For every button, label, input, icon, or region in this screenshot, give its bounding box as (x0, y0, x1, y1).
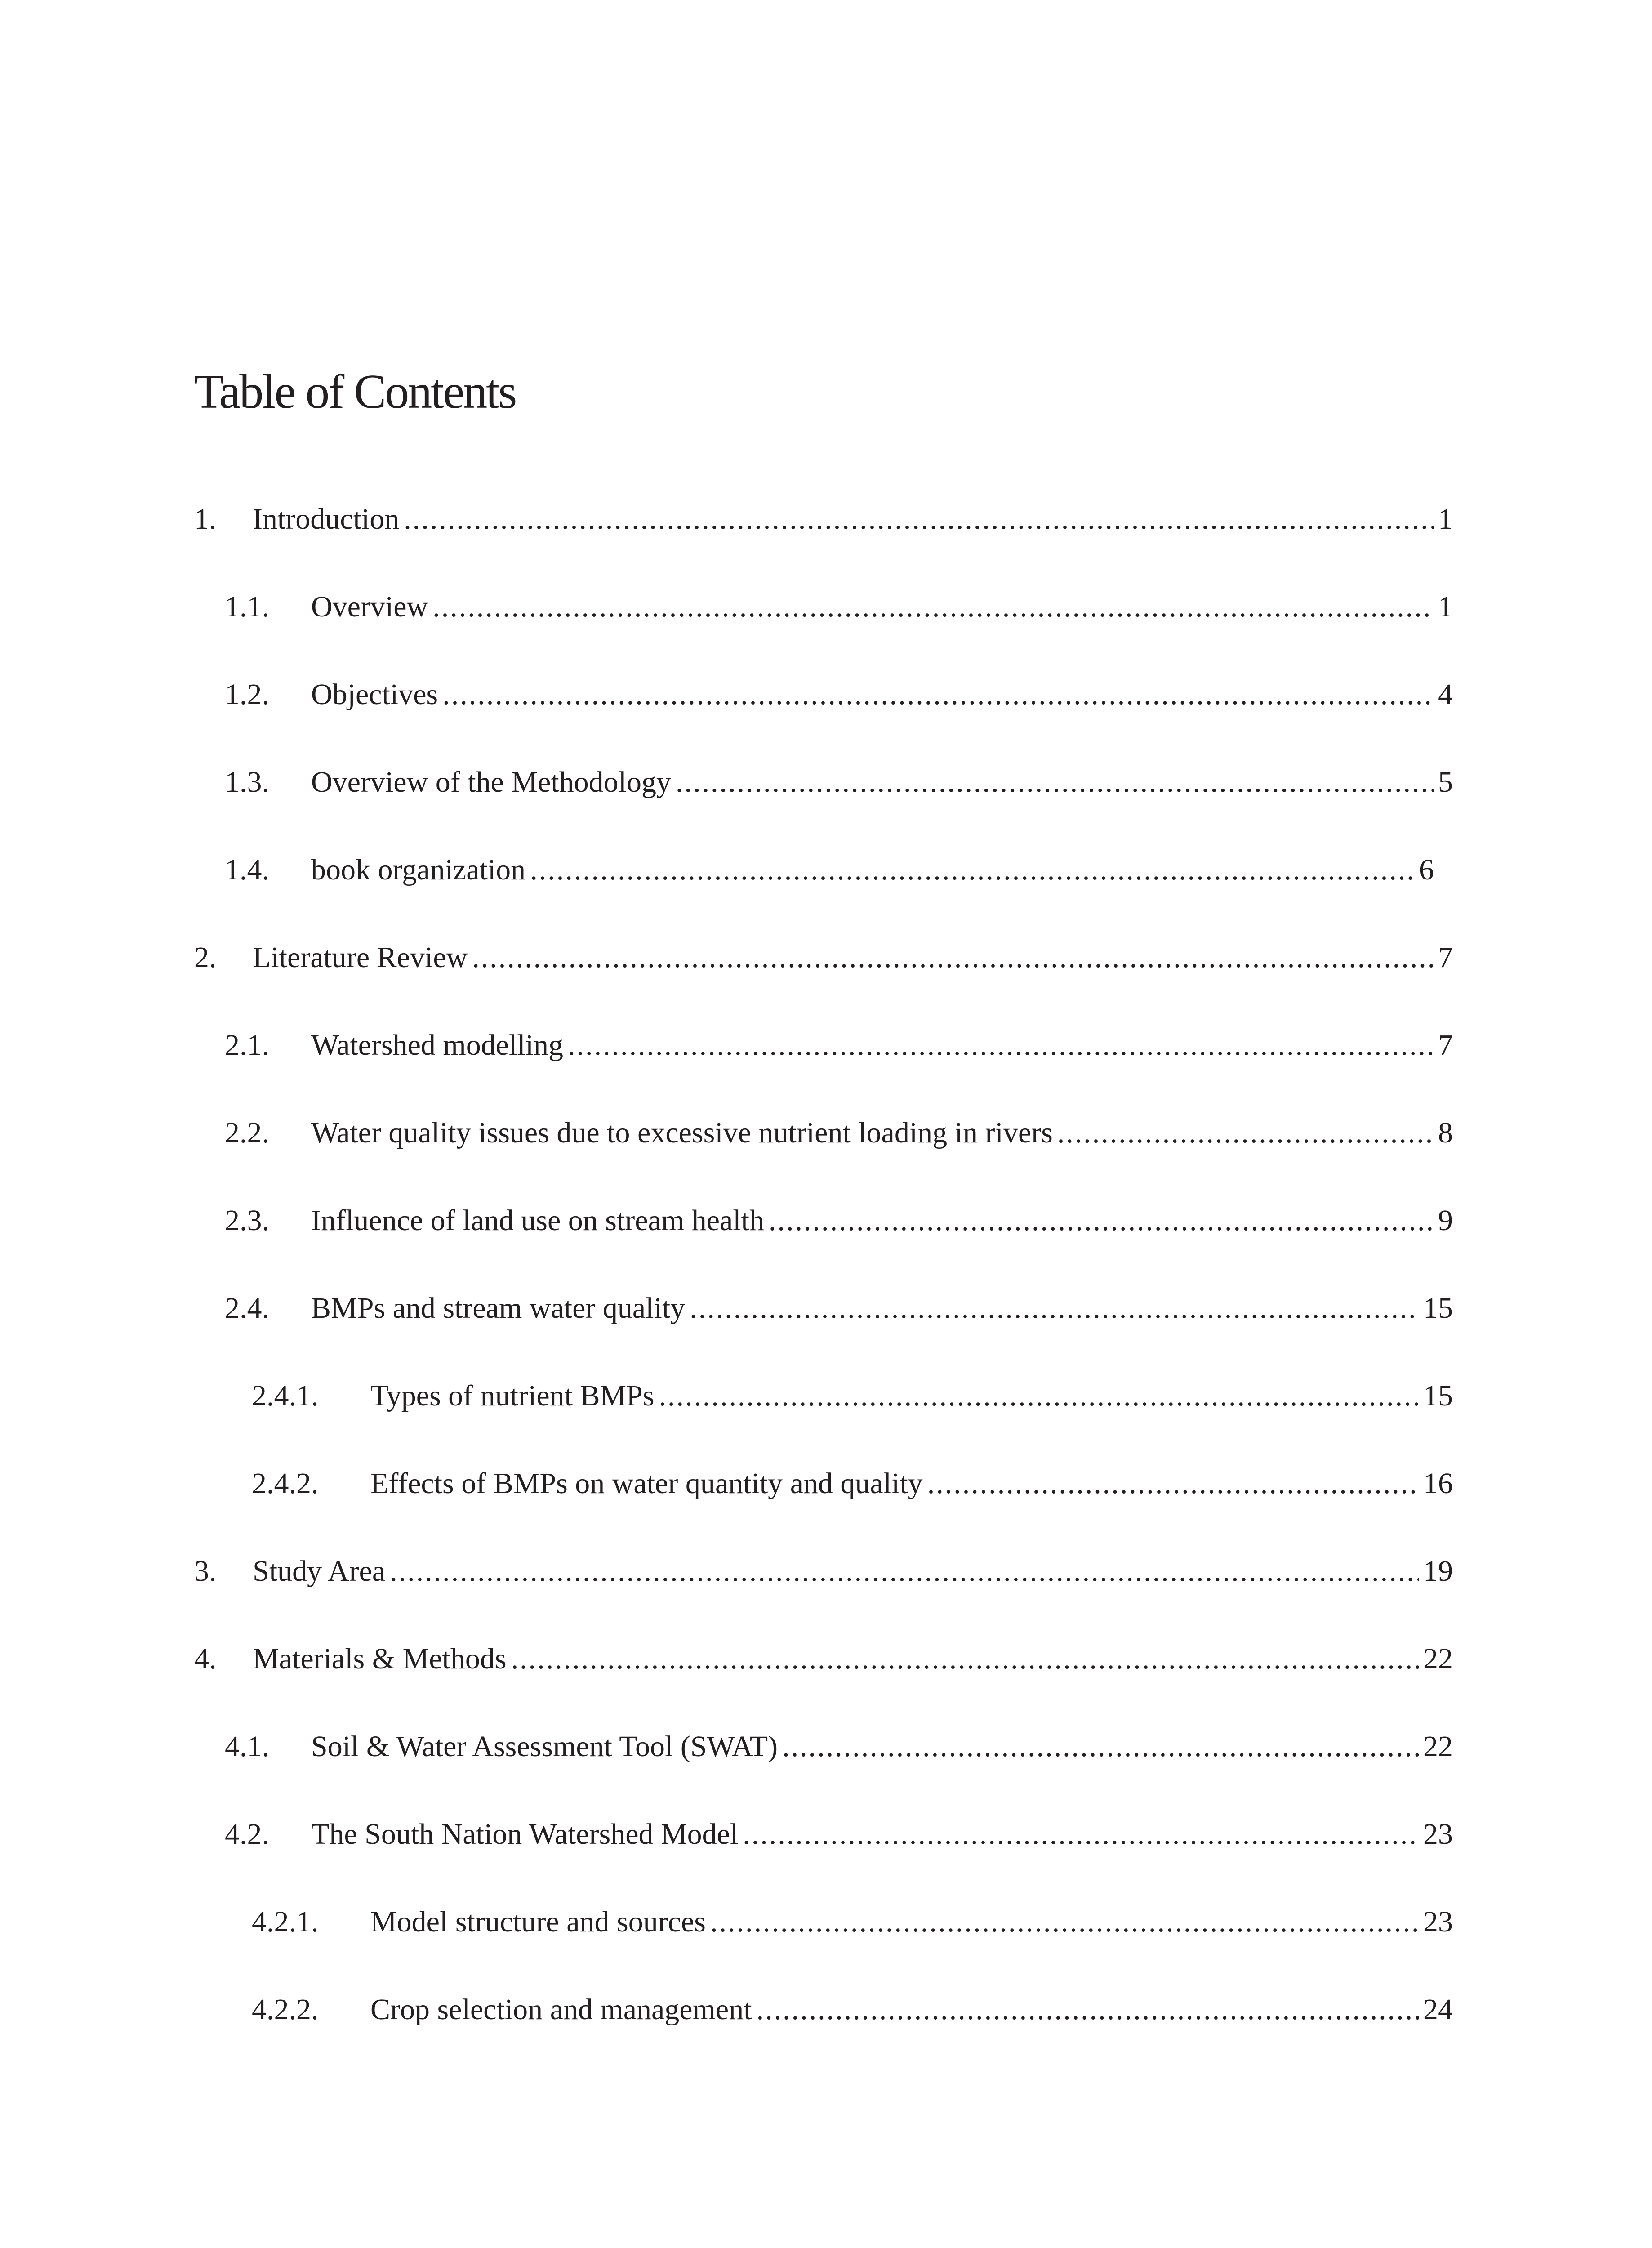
dot-leader (1057, 1113, 1434, 1153)
toc-entry-2-4[interactable] (225, 1288, 1453, 1329)
toc-title: Water quality issues due to excessive nutrient loading in rivers (311, 1116, 1053, 1149)
dot-leader (927, 1463, 1419, 1504)
dot-leader (710, 1902, 1419, 1942)
toc-number: 3. (194, 1555, 217, 1588)
toc-number: 2.2. (225, 1116, 269, 1149)
toc-entry-1-1[interactable] (225, 587, 1453, 627)
toc-number: 1.4. (225, 853, 269, 886)
dot-leader (769, 1200, 1434, 1241)
toc-entry-1-2[interactable] (225, 674, 1453, 715)
dot-leader (690, 1288, 1419, 1329)
toc-entry-4[interactable] (194, 1639, 1453, 1679)
toc-number: 2.4. (225, 1292, 269, 1325)
toc-number: 4.2.1. (252, 1905, 319, 1938)
toc-number: 1. (194, 503, 217, 535)
toc-number: 2.3. (225, 1204, 269, 1237)
toc-number: 1.3. (225, 766, 269, 798)
toc-title: BMPs and stream water quality (311, 1292, 686, 1325)
toc-title: Watershed modelling (311, 1029, 564, 1062)
toc-page-number: 23 (1423, 1818, 1453, 1851)
toc-title: The South Nation Watershed Model (311, 1818, 739, 1851)
toc-number: 1.1. (225, 590, 269, 623)
toc-number: 2. (194, 941, 217, 974)
page-title: Table of Contents (194, 365, 516, 419)
toc-page-number: 7 (1438, 1029, 1453, 1062)
dot-leader (530, 850, 1415, 890)
dot-leader (676, 762, 1434, 803)
toc-entry-2-2[interactable] (225, 1113, 1453, 1153)
toc-entry-4-1[interactable] (225, 1726, 1453, 1767)
toc-page-number: 16 (1423, 1467, 1453, 1500)
toc-title: Study Area (253, 1555, 386, 1588)
dot-leader (757, 1989, 1419, 2030)
toc-number: 4.2. (225, 1818, 269, 1851)
toc-page-number: 1 (1438, 590, 1453, 623)
toc-title: Effects of BMPs on water quantity and quality (370, 1467, 923, 1500)
toc-page-number: 1 (1438, 503, 1453, 535)
toc-title: Soil & Water Assessment Tool (SWAT) (311, 1730, 778, 1763)
toc-title: Literature Review (253, 941, 468, 974)
toc-entry-2-4-1[interactable] (252, 1376, 1453, 1416)
toc-entry-1-3[interactable] (225, 762, 1453, 803)
toc-title: Introduction (253, 503, 400, 535)
toc-title: book organization (311, 853, 526, 886)
toc-entry-2-3[interactable] (225, 1200, 1453, 1241)
toc-title: Types of nutrient BMPs (370, 1379, 655, 1412)
dot-leader (743, 1814, 1419, 1855)
toc-entry-1[interactable] (194, 499, 1453, 540)
toc-title: Materials & Methods (253, 1642, 507, 1675)
toc-title: Crop selection and management (370, 1993, 752, 2026)
toc-page-number: 22 (1423, 1642, 1453, 1675)
toc-page-number: 9 (1438, 1204, 1453, 1237)
toc-number: 1.2. (225, 678, 269, 711)
toc-page-number: 4 (1438, 678, 1453, 711)
toc-page-number: 19 (1423, 1555, 1453, 1588)
toc-entry-1-4[interactable] (225, 850, 1434, 890)
toc-title: Overview (311, 590, 428, 623)
dot-leader (390, 1551, 1419, 1592)
toc-title: Influence of land use on stream health (311, 1204, 764, 1237)
toc-entry-2-4-2[interactable] (252, 1463, 1453, 1504)
toc-number: 2.4.1. (252, 1379, 319, 1412)
toc-page-number: 7 (1438, 941, 1453, 974)
dot-leader (442, 674, 1434, 715)
dot-leader (432, 587, 1434, 627)
dot-leader (659, 1376, 1419, 1416)
dot-leader (511, 1639, 1419, 1679)
dot-leader (404, 499, 1434, 540)
dot-leader (472, 937, 1434, 978)
dot-leader (568, 1025, 1434, 1066)
toc-title: Model structure and sources (370, 1905, 706, 1938)
toc-number: 2.4.2. (252, 1467, 319, 1500)
toc-entry-4-2-1[interactable] (252, 1902, 1453, 1942)
toc-title: Overview of the Methodology (311, 766, 671, 798)
toc-page-number: 23 (1423, 1905, 1453, 1938)
toc-page-number: 15 (1423, 1292, 1453, 1325)
toc-page-number: 8 (1438, 1116, 1453, 1149)
toc-page-number: 5 (1438, 766, 1453, 798)
toc-title: Objectives (311, 678, 438, 711)
toc-number: 4.2.2. (252, 1993, 319, 2026)
toc-page-number: 22 (1423, 1730, 1453, 1763)
dot-leader (782, 1726, 1419, 1767)
toc-entry-2[interactable] (194, 937, 1453, 978)
toc-number: 4. (194, 1642, 217, 1675)
toc-entry-3[interactable] (194, 1551, 1453, 1592)
toc-entry-2-1[interactable] (225, 1025, 1453, 1066)
toc-entry-4-2[interactable] (225, 1814, 1453, 1855)
toc-page-number: 24 (1423, 1993, 1453, 2026)
toc-page-number: 15 (1423, 1379, 1453, 1412)
toc-number: 4.1. (225, 1730, 269, 1763)
toc-page-number: 6 (1419, 853, 1434, 886)
toc-number: 2.1. (225, 1029, 269, 1062)
toc-entry-4-2-2[interactable] (252, 1989, 1453, 2030)
